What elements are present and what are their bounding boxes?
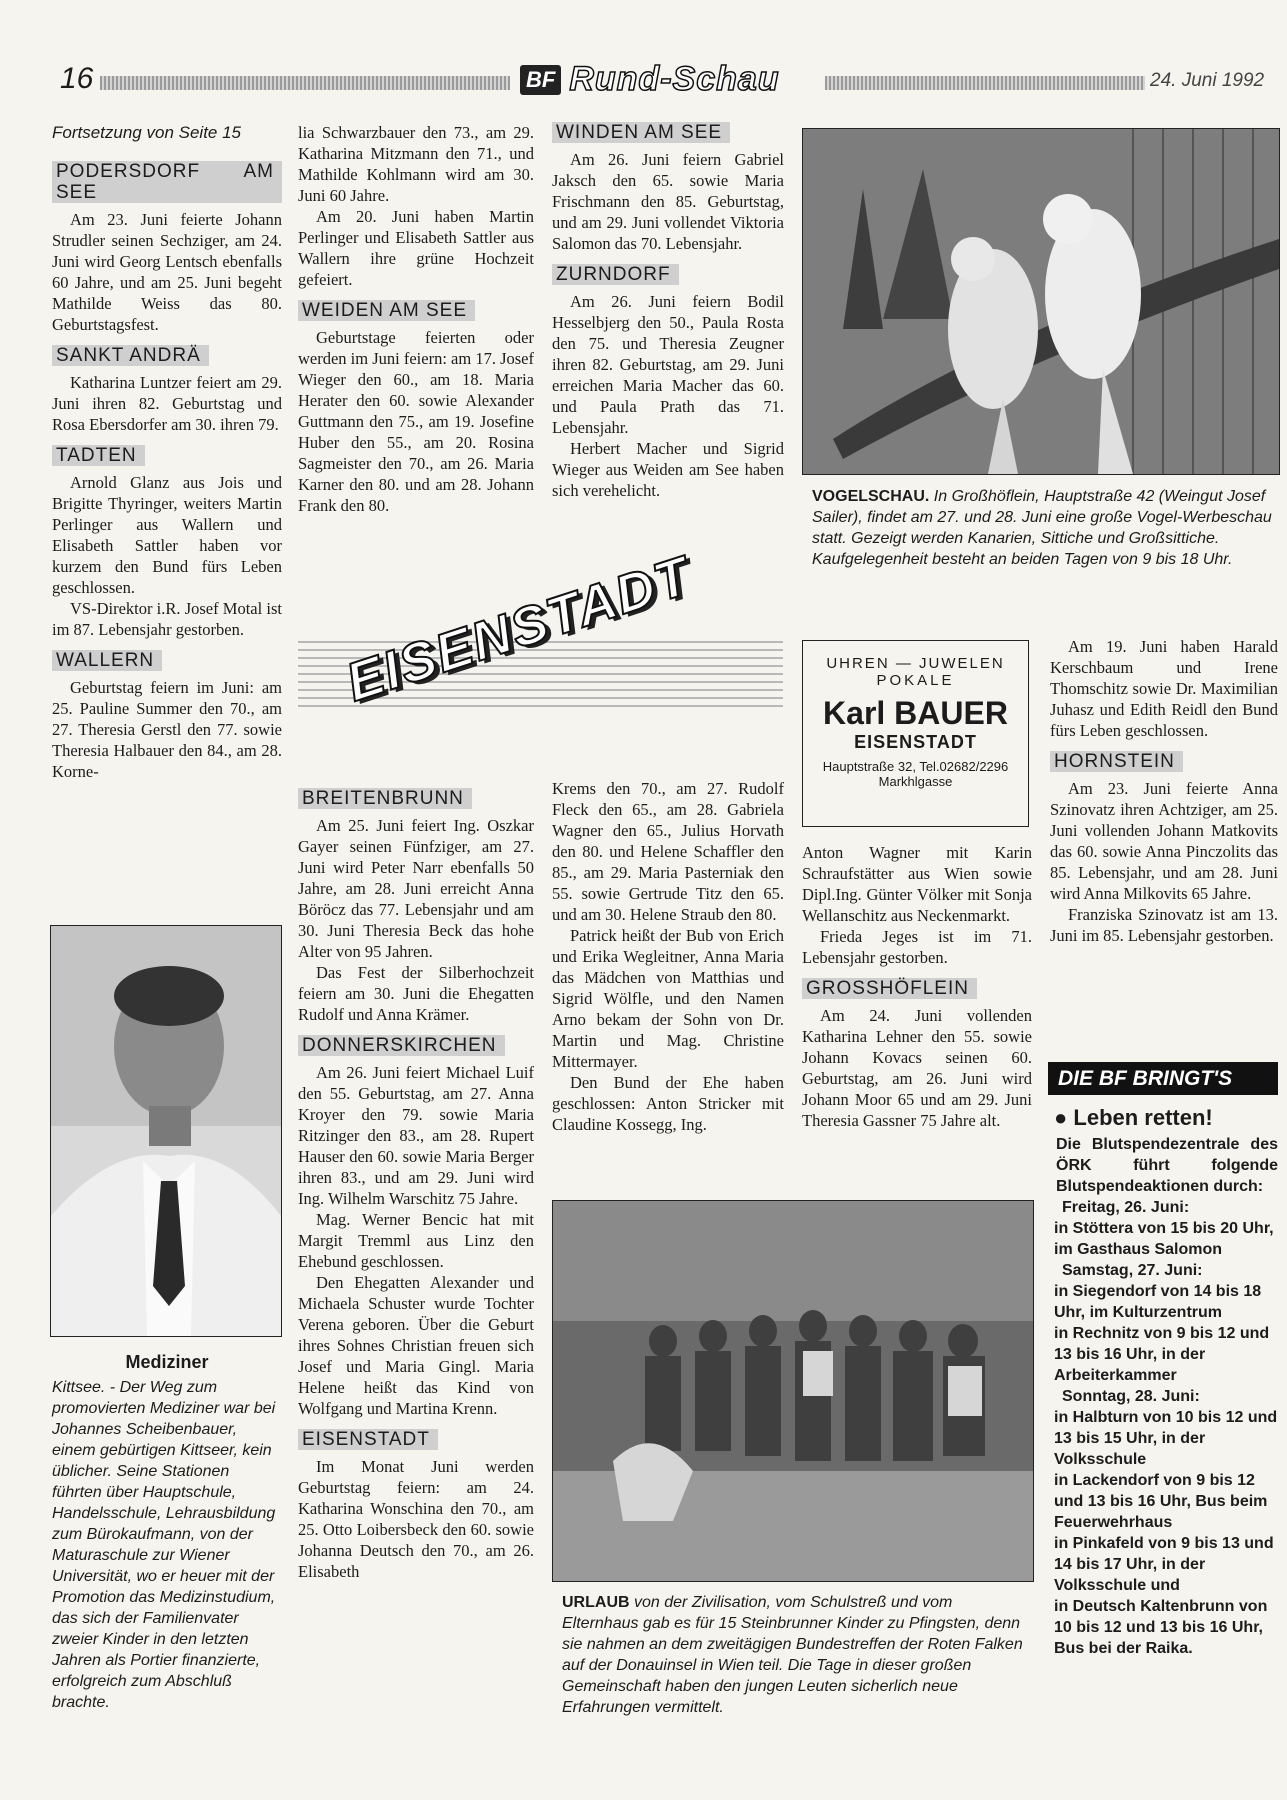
bringts-line: in Stöttera von 15 bis 20 Uhr, im Gasthaus Salomon [1054, 1220, 1274, 1258]
portrait-caption [52, 1352, 282, 1713]
bringts-line: Freitag, 26. Juni: [1062, 1199, 1190, 1216]
column-4-bottom [802, 842, 1032, 1131]
section-heading: WINDEN AM SEE [552, 122, 730, 143]
article-text: Am 24. Juni vollenden Katharina Lehner den 55. sowie Johann Kovacs seinen 60. Geburtstag, am 26. Juni wird Johann Moor 65 und am 29. Juni Theresia Gassner 75 Jahre alt. [802, 1006, 1032, 1130]
bird-caption [812, 486, 1274, 570]
bringts-heading: DIE BF BRINGT'S [1048, 1062, 1278, 1095]
masthead [520, 60, 780, 99]
article-text: Mag. Werner Bencic hat mit Margit Tremml aus Linz den Ehebund geschlossen. [298, 1210, 534, 1271]
column-3 [552, 118, 784, 501]
column-5-bottom [1050, 636, 1278, 946]
article-text: Am 20. Juni haben Martin Perlinger und Elisabeth Sattler aus Wallern ihre grüne Hochzeit gefeiert. [298, 207, 534, 289]
section-heading: HORNSTEIN [1050, 751, 1183, 772]
bf-bringts-box [1048, 1062, 1278, 1659]
section-heading: ZURNDORF [552, 264, 679, 285]
issue-date: 24. Juni 1992 [1150, 70, 1265, 91]
caption-text: In Großhöflein, Hauptstraße 42 (Weingut Josef Sailer), findet am 27. und 28. Juni eine große Vogel-Werbeschau statt. Gezeigt werden Kanarien, Sittiche und Großsittiche. Kaufgelegenheit besteht an beiden Tagen von 9 bis 18 Uhr. [812, 488, 1272, 568]
bringts-line: in Deutsch Kaltenbrunn von 10 bis 12 und 13 bis 16 Uhr, Bus bei der Raika. [1054, 1598, 1268, 1657]
bringts-line: in Siegendorf von 14 bis 18 Uhr, im Kulturzentrum [1054, 1283, 1262, 1321]
bird-photo [802, 128, 1280, 475]
bird-illustration [803, 129, 1279, 474]
masthead-title: Rund-Schau [569, 60, 780, 98]
article-text: Am 26. Juni feiern Gabriel Jaksch den 65. sowie Maria Frischmann den 85. Geburtstag, und am 29. Juni vollendet Viktoria Salomon das 70. Lebensjahr. [552, 150, 784, 253]
article-text: Am 26. Juni feiern Bodil Hesselbjerg den 50., Paula Rosta den 75. und Theresia Zeugner ihren 82. Geburtstag, am 29. Juni erreichen Maria Macher das 60. und Paula Prath das 71. Lebensjahr. [552, 292, 784, 437]
section-heading: EISENSTADT [298, 1429, 438, 1450]
article-text: Das Fest der Silberhochzeit feiern am 30. Juni die Ehegatten Rudolf und Anna Krämer. [298, 963, 534, 1024]
banner-text: EISENSTADT [339, 545, 699, 714]
column-1 [52, 122, 282, 782]
section-heading: WEIDEN AM SEE [298, 300, 475, 321]
article-text: Den Bund der Ehe haben geschlossen: Anton Stricker mit Claudine Kossegg, Ing. [552, 1073, 784, 1134]
bringts-title: ● Leben retten! [1054, 1105, 1213, 1130]
article-text: Am 23. Juni feierte Anna Szinovatz ihren Achtziger, am 25. Juni vollenden Johann Matkovits das 60. sowie Anna Pinczolits das 85. Lebensjahr, und am 28. Juni wird Anna Milkovits 65 Jahre. [1050, 779, 1278, 903]
article-text: Im Monat Juni werden Geburtstag feiern: am 24. Katharina Wonschina den 70., am 25. Otto Loibersbeck den 60. sowie Johanna Deutsch den 70., am 26. Elisabeth [298, 1457, 534, 1581]
article-text: Krems den 70., am 27. Rudolf Fleck den 65., am 28. Gabriela Wagner den 65., Julius Horvath den 80. und Helene Schaffler den 85., am 29. Maria Pasterniak den 55. sowie Gertrude Titz den 65. und am 30. Helene Straub den 80. [552, 779, 784, 924]
section-heading: DONNERSKIRCHEN [298, 1035, 505, 1056]
section-heading: WALLERN [52, 650, 162, 671]
column-2 [298, 122, 534, 516]
article-text: Am 23. Juni feierte Johann Strudler seinen Sechziger, am 24. Juni wird Georg Lentsch ebenfalls 60 Jahre, und am 25. Juni begeht Mathilde Weiss das 80. Geburtstagsfest. [52, 210, 282, 334]
article-text: Katharina Luntzer feiert am 29. Juni ihren 82. Geburtstag und Rosa Ebersdorfer am 30. ihren 79. [52, 373, 282, 434]
ad-line1: UHREN — JUWELEN [826, 655, 1005, 672]
urlaub-photo [552, 1200, 1034, 1582]
bringts-line: in Lackendorf von 9 bis 12 und 13 bis 16 Uhr, Bus beim Feuerwehrhaus [1054, 1472, 1268, 1531]
portrait-illustration [51, 926, 281, 1336]
portrait-photo [50, 925, 282, 1337]
bringts-line: in Pinkafeld von 9 bis 13 und 14 bis 17 Uhr, in der Volksschule und [1054, 1535, 1274, 1594]
column-2-bottom [298, 778, 534, 1582]
caption-text: von der Zivilisation, vom Schulstreß und vom Elternhaus gab es für 15 Steinbrunner Kinder zu Pfingsten, denn sie nahmen an dem zweitägigen Bundestreffen der Roten Falken auf der Donauinsel in Wien teil. Die Tage in dieser großen Gemeinschaft haben den jungen Leuten sicherlich neue Erfahrungen vermittelt. [562, 1594, 1023, 1716]
page-number: 16 [60, 62, 94, 95]
bringts-line: Sonntag, 28. Juni: [1062, 1388, 1200, 1405]
caption-title: URLAUB [562, 1594, 630, 1611]
ad-address: Hauptstraße 32, Tel.02682/2296 [822, 759, 1009, 774]
article-text: Geburtstag feiern im Juni: am 25. Pauline Summer den 70., am 27. Theresia Gerstl den 77. sowie Theresia Halbauer den 84., am 28. Korne- [52, 678, 282, 781]
article-text: Herbert Macher und Sigrid Wieger aus Weiden am See haben sich verehelicht. [552, 439, 784, 500]
ad-city: EISENSTADT [854, 732, 977, 752]
eisenstadt-banner [298, 545, 783, 772]
article-text: Den Ehegatten Alexander und Michaela Schuster wurde Tochter Verena geboren. Über die Geburt ihres Sohnes Christian freuen sich Josef und Maria Gingl. Maria Helene heißt das Kind von Wolfgang und Martina Krenn. [298, 1273, 534, 1418]
article-text: Arnold Glanz aus Jois und Brigitte Thyringer, weiters Martin Perlinger aus Wallern und Elisabeth Sattler haben vor kurzem den Bund fürs Leben geschlossen. [52, 473, 282, 597]
bringts-line: Samstag, 27. Juni: [1062, 1262, 1203, 1279]
caption-title: Mediziner [125, 1352, 209, 1372]
caption-text: Kittsee. - Der Weg zum promovierten Mediziner war bei Johannes Scheibenbauer, einem gebürtigen Kittseer, kein üblicher. Seine Stationen führten über Hauptschule, Handelsschule, Lehrausbildung zum Bürokaufmann, von der Maturaschule zur Wiener Universität, wo er heuer mit der Promotion das Medizinstudium, das sich der Familienvater zweier Kinder in den letzten Jahren als Portier finanzierte, erfolgreich zum Abschluß brachte. [52, 1379, 276, 1711]
continued-note: Fortsetzung von Seite 15 [52, 123, 242, 142]
ad-name: Karl BAUER [823, 695, 1008, 731]
article-text: Am 26. Juni feiert Michael Luif den 55. Geburtstag, am 27. Anna Kroyer den 79. sowie Maria Ritzinger den 83., am 28. Rupert Hauser den 60. sowie Maria Berger ihren 83., und am 29. Juni wird Ing. Wilhelm Warschitz 75 Jahre. [298, 1063, 534, 1208]
group-photo-illustration [553, 1201, 1033, 1581]
header-rule-left [100, 76, 510, 90]
article-text: VS-Direktor i.R. Josef Motal ist im 87. Lebensjahr gestorben. [52, 599, 282, 639]
masthead-logo: BF [520, 65, 561, 95]
urlaub-caption [562, 1592, 1024, 1718]
section-heading: BREITENBRUNN [298, 788, 472, 809]
article-text: Franziska Szinovatz ist am 13. Juni im 85. Lebensjahr gestorben. [1050, 905, 1278, 945]
article-text: Frieda Jeges ist im 71. Lebensjahr gestorben. [802, 927, 1032, 967]
article-text: Am 19. Juni haben Harald Kerschbaum und Irene Thomschitz sowie Dr. Maximilian Juhasz und Edith Reidl den Bund fürs Leben geschlossen. [1050, 637, 1278, 740]
ad-street: Markhlgasse [878, 774, 953, 789]
section-heading: GROSSHÖFLEIN [802, 978, 977, 999]
article-text: Patrick heißt der Bub von Erich und Erika Wegleitner, Anna Maria das Mädchen von Matthias und Sigrid Wölfle, und den Namen Arno bekam der Sohn von Dr. Martin und Mag. Christine Mittermayer. [552, 926, 784, 1071]
section-heading: PODERSDORF AM SEE [52, 161, 282, 203]
caption-title: VOGELSCHAU. [812, 488, 930, 505]
ad-karl-bauer [802, 640, 1029, 827]
article-text: lia Schwarzbauer den 73., am 29. Katharina Mitzmann den 71., und Mathilde Kohlmann wird am 30. Juni 60 Jahre. [298, 123, 534, 205]
bringts-intro: Die Blutspendezentrale des ÖRK führt folgende Blutspendeaktionen durch: [1056, 1136, 1278, 1195]
column-3-bottom [552, 778, 784, 1135]
ad-line2: POKALE [876, 672, 955, 689]
section-heading: TADTEN [52, 445, 145, 466]
bringts-line: in Rechnitz von 9 bis 12 und 13 bis 16 Uhr, in der Arbeiterkammer [1054, 1325, 1270, 1384]
article-text: Anton Wagner mit Karin Schraufstätter aus Wien sowie Dipl.Ing. Günter Völker mit Sonja Wellanschitz aus Neckenmarkt. [802, 843, 1032, 925]
header-rule-right [825, 76, 1145, 90]
article-text: Am 25. Juni feiert Ing. Oszkar Gayer seinen Fünfziger, am 27. Juni wird Peter Narr ebenfalls 50 Jahre, am 28. Juni erreicht Anna Böröcz das 77. Lebensjahr und am 30. Juni Theresia Beck das hohe Alter von 95 Jahren. [298, 816, 534, 961]
bringts-line: in Halbturn von 10 bis 12 und 13 bis 15 Uhr, in der Volksschule [1054, 1409, 1278, 1468]
section-heading: SANKT ANDRÄ [52, 345, 209, 366]
article-text: Geburtstage feierten oder werden im Juni feiern: am 17. Josef Wieger den 60., am 18. Maria Herater den 60. sowie Alexander Guttmann den 75., am 19. Josefine Huber den 55., am 20. Rosina Sagmeister den 70., am 26. Maria Karner den 80. und am 28. Johann Frank den 80. [298, 328, 534, 515]
